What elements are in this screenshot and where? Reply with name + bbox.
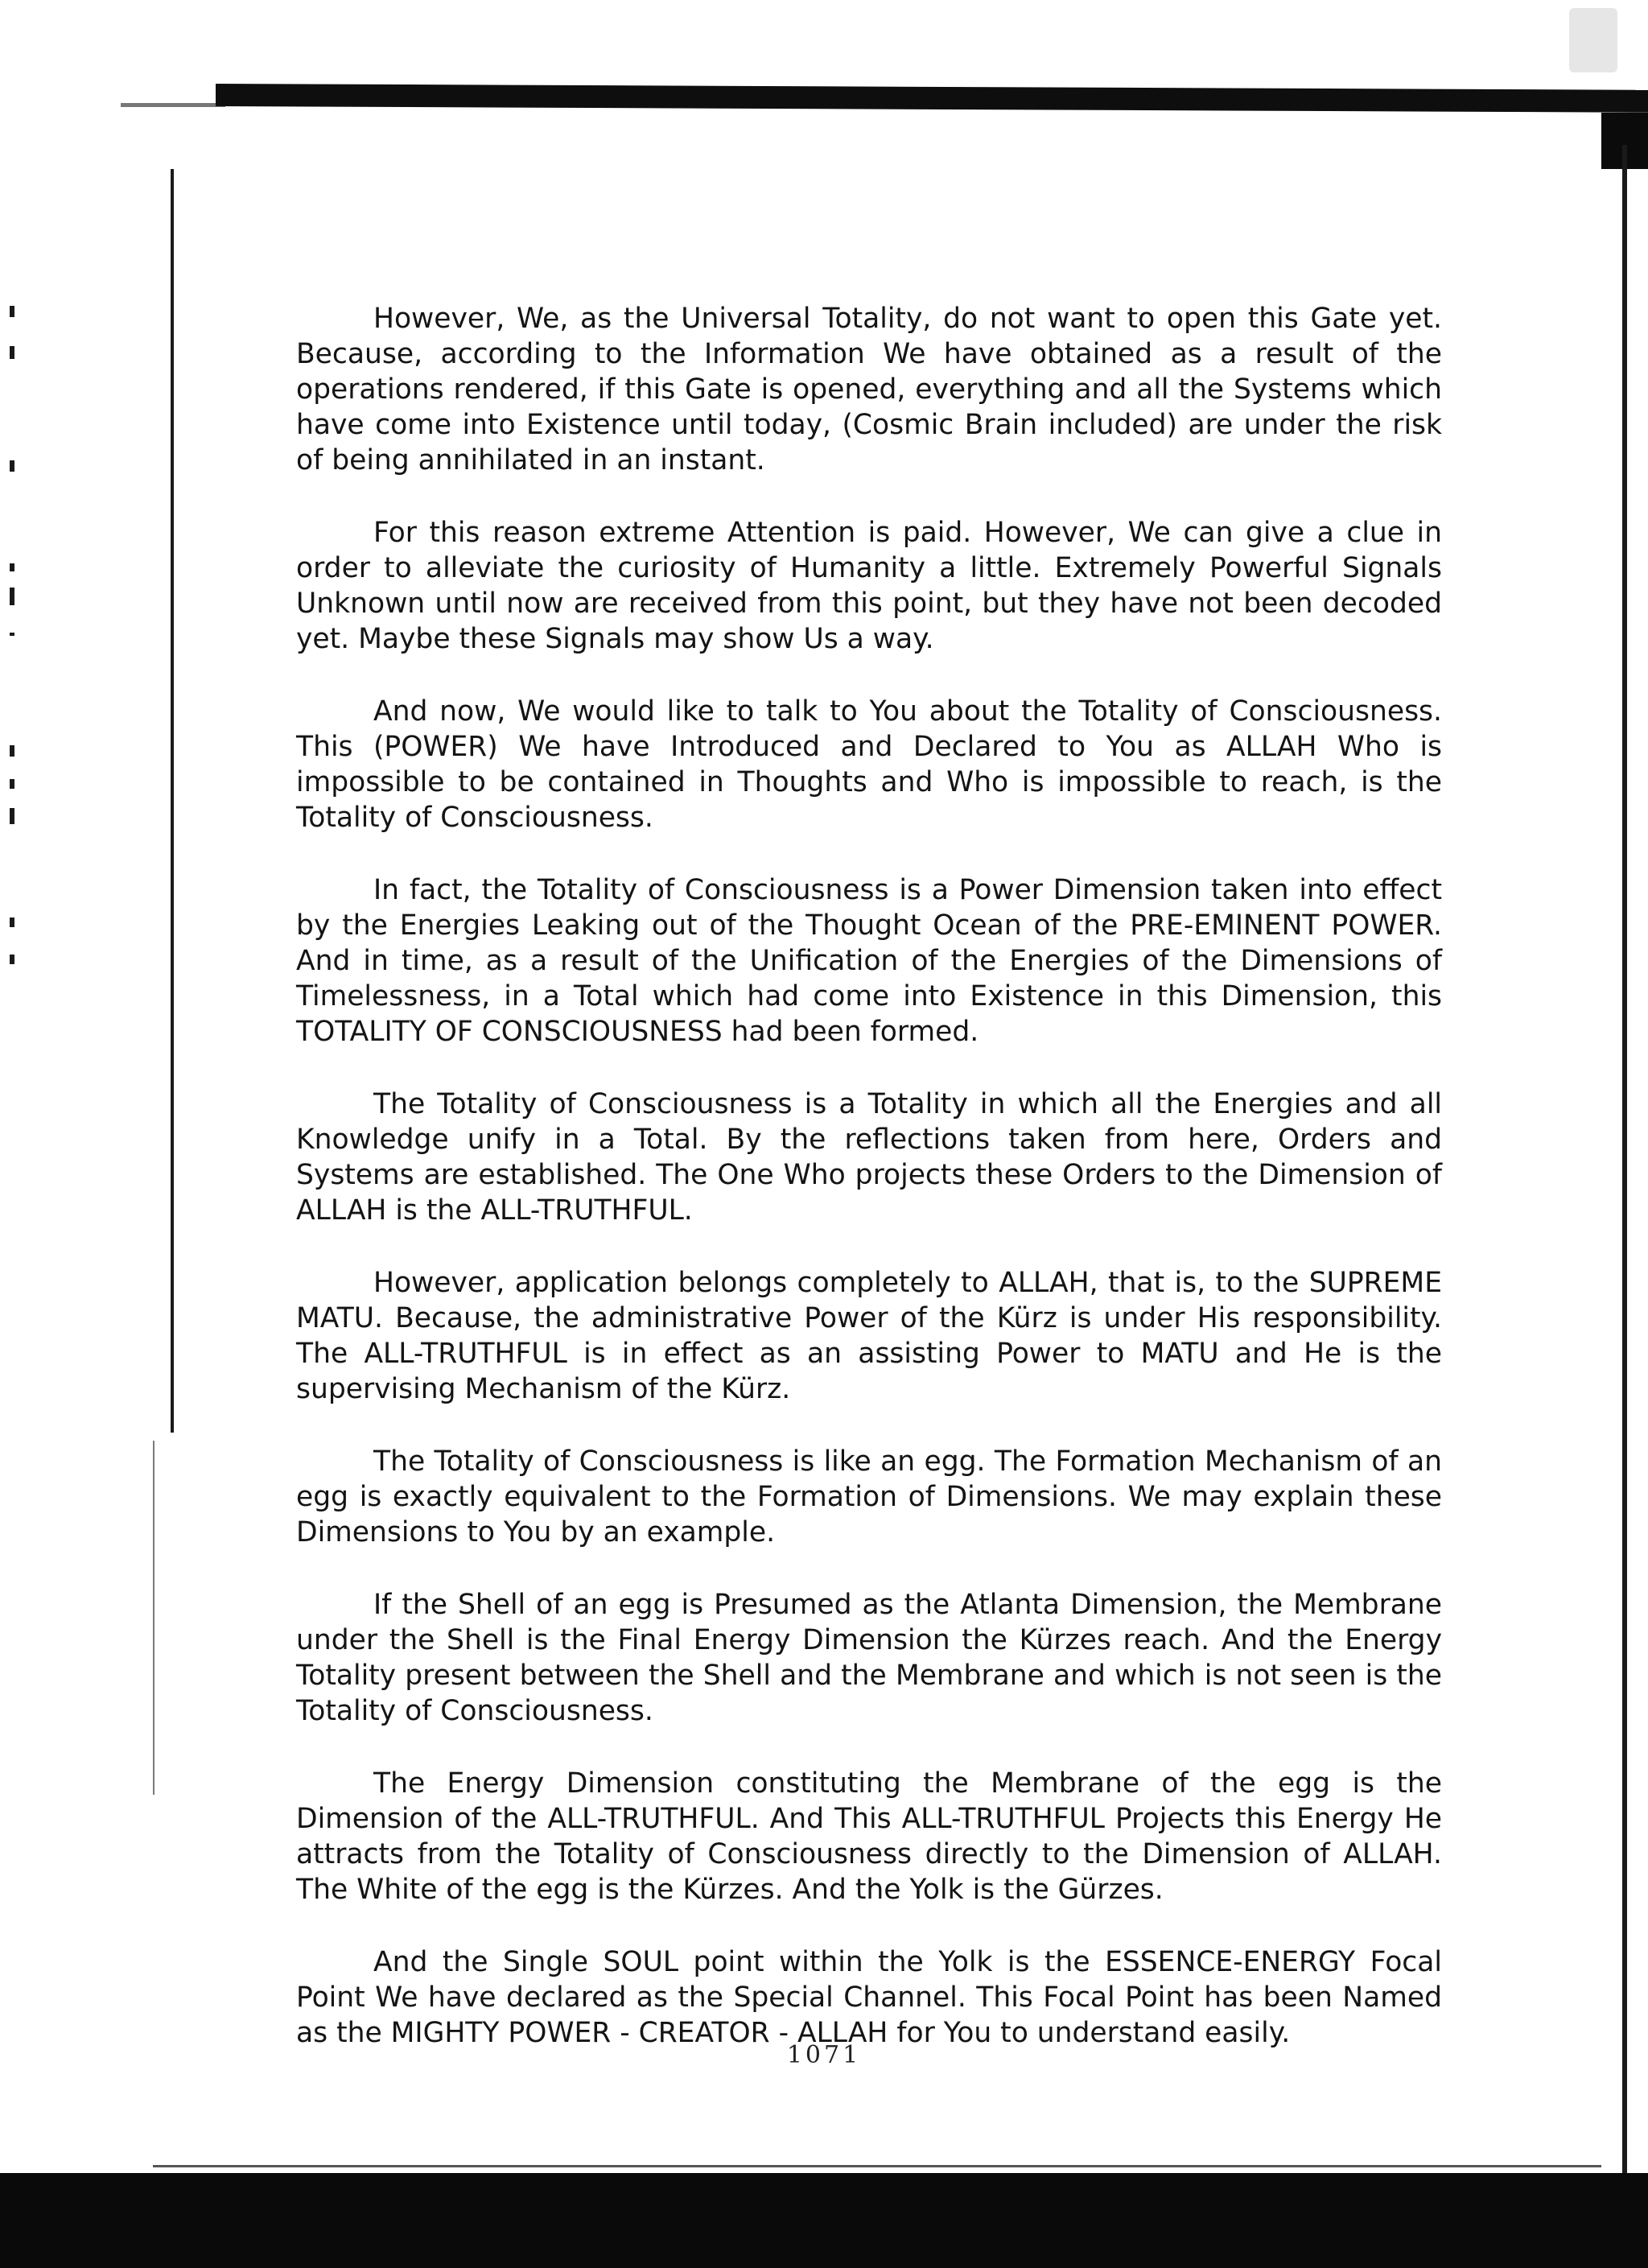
scan-top-border (216, 84, 1648, 113)
margin-mark (10, 955, 14, 964)
paragraph: However, We, as the Universal Totality, do not want to open this Gate yet. Because, according to the Information We have obtained as a result of the operations rendered, if this Gate is opened, everything and all the Systems which have come into Existence until today, (Cosmic Brain included) are under the risk of being annihilated in an instant. (296, 303, 1442, 476)
page-number: 1071 (786, 2041, 862, 2069)
margin-mark (10, 918, 14, 927)
scan-smudge (1569, 8, 1617, 72)
paragraph: For this reason extreme Attention is paid. However, We can give a clue in order to alleviate the curiosity of Humanity a little. Extremely Powerful Signals Unknown until now are received from this point, but they have not been decoded yet. Maybe these Signals may show Us a way. (296, 517, 1442, 655)
margin-mark (10, 563, 14, 571)
margin-mark (10, 779, 14, 789)
paragraph: And the Single SOUL point within the Yolk is the ESSENCE-ENERGY Focal Point We have declared as the Special Channel. This Focal Point has been Named as the MIGHTY POWER - CREATOR - ALLAH for You to understand easily. (296, 1946, 1442, 2049)
scan-right-border (1622, 145, 1627, 2181)
document-body (296, 301, 1442, 2088)
margin-mark (10, 588, 14, 605)
margin-mark (10, 633, 14, 636)
paragraph: In fact, the Totality of Consciousness is a Power Dimension taken into effect by the Energies Leaking out of the Thought Ocean of the PRE-EMINENT POWER. And in time, as a result of the Unification of the Energies of the Dimensions of Timelessness, in a Total which had come into Existence in this Dimension, this TOTALITY OF CONSCIOUSNESS had been formed. (296, 874, 1442, 1048)
paragraph: The Energy Dimension constituting the Membrane of the egg is the Dimension of the ALL-TRUTHFUL. And This ALL-TRUTHFUL Projects this Energy He attracts from the Totality of Consciousness directly to the Dimension of ALLAH. The White of the egg is the Kürzes. And the Yolk is the Gürzes. (296, 1767, 1442, 1906)
scan-left-border-faint (153, 1441, 154, 1795)
scan-edge-line (121, 103, 225, 107)
paragraph: However, application belongs completely to ALLAH, that is, to the SUPREME MATU. Because, the administrative Power of the Kürz is under His responsibility. The ALL-TRUTHFUL is in effect as an assisting Power to MATU and He is the supervising Mechanism of the Kürz. (296, 1267, 1442, 1405)
paragraph: If the Shell of an egg is Presumed as the Atlanta Dimension, the Membrane under the Shell is the Final Energy Dimension the Kürzes reach. And the Energy Totality present between the Shell and the Membrane and which is not seen is the Totality of Consciousness. (296, 1589, 1442, 1727)
scan-bottom-border (0, 2173, 1648, 2268)
margin-mark (10, 808, 14, 824)
paragraph: The Totality of Consciousness is like an egg. The Formation Mechanism of an egg is exactly equivalent to the Formation of Dimensions. We may explain these Dimensions to You by an example. (296, 1445, 1442, 1548)
margin-mark (10, 460, 14, 472)
paragraph: The Totality of Consciousness is a Totality in which all the Energies and all Knowledge unify in a Total. By the reflections taken from here, Orders and Systems are established. The One Who projects these Orders to the Dimension of ALLAH is the ALL-TRUTHFUL. (296, 1088, 1442, 1227)
margin-mark (10, 306, 14, 317)
paragraph: And now, We would like to talk to You about the Totality of Consciousness. This (POWER) We have Introduced and Declared to You as ALLAH Who is impossible to be contained in Thoughts and Who is impossible to reach, is the Totality of Consciousness. (296, 695, 1442, 834)
scan-left-border (171, 169, 174, 1433)
margin-mark (10, 745, 14, 757)
margin-mark (10, 346, 14, 359)
scan-bottom-line (153, 2165, 1601, 2167)
